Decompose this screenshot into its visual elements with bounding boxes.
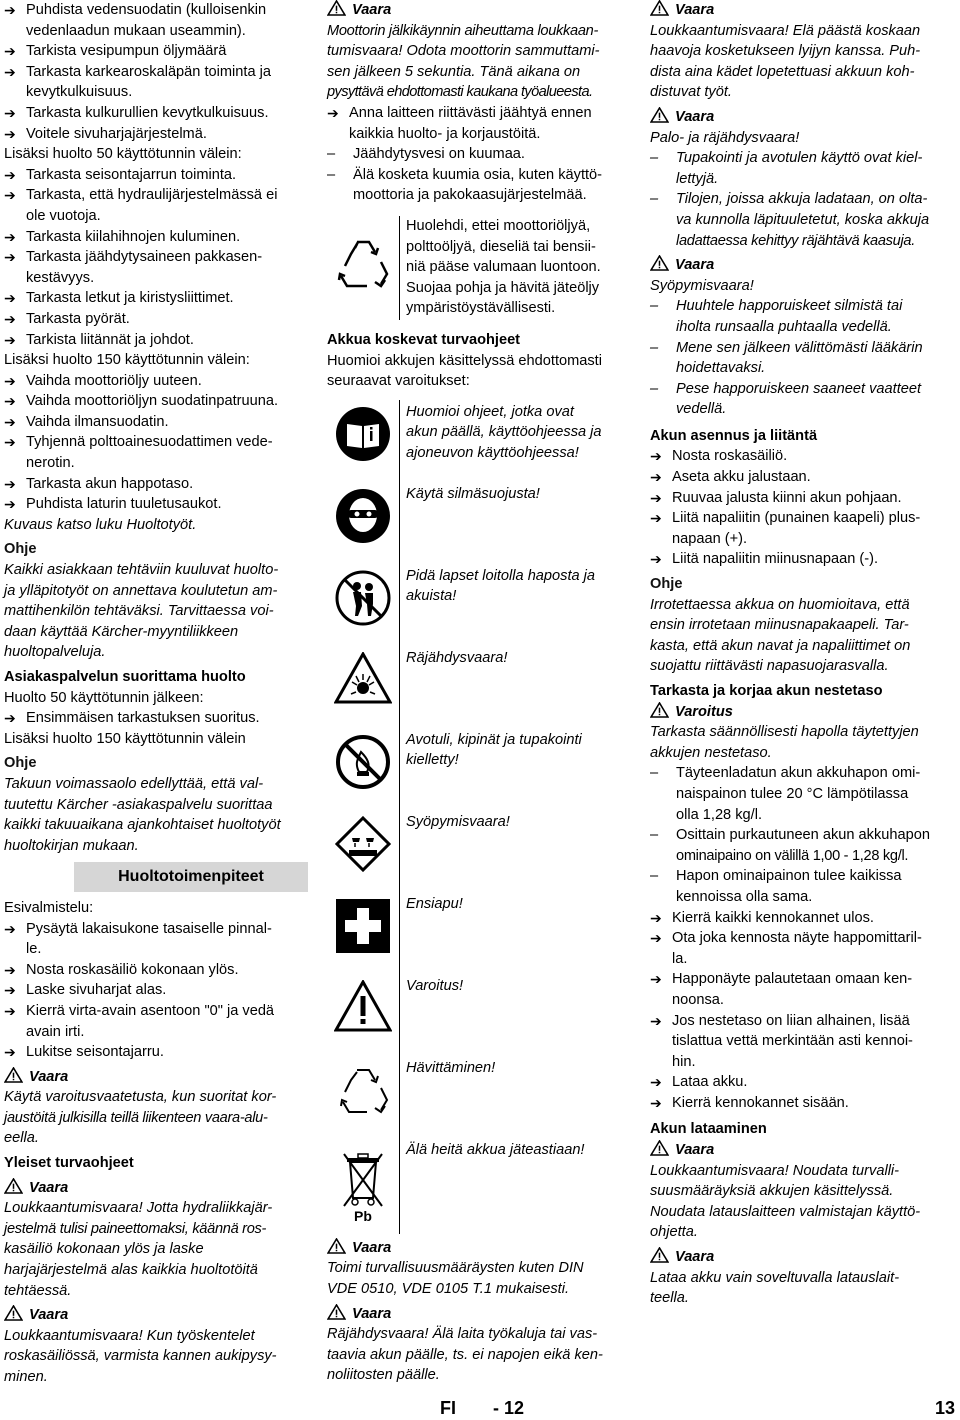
list-item: – Tupakointi ja avotulen käyttö ovat kiel- lettyjä. bbox=[650, 148, 956, 189]
warning-text: Loukkaantumisvaara! Noudata turvalli- suusmääräyksiä akkujen käsittelyssä. Noudata latauslaitteen valmistajan käyttö- ohjetta. bbox=[650, 1162, 921, 1241]
list-item: ➔ Tyhjennä polttoainesuodattimen vede- nerotin. bbox=[4, 432, 308, 473]
warning-triangle-icon bbox=[650, 702, 669, 718]
list-item: ➔ Tarkasta akun happotaso. bbox=[4, 474, 308, 495]
recycling-icon bbox=[335, 1062, 391, 1118]
warning-triangle-icon bbox=[327, 1238, 346, 1254]
warning-triangle-icon bbox=[650, 255, 669, 271]
warning-heading: Vaara bbox=[4, 1178, 308, 1199]
subheading-150h: Lisäksi huolto 150 käyttötunnin välein: bbox=[4, 352, 250, 369]
page-number-right: 13 bbox=[935, 1398, 956, 1418]
lead-symbol-label: Pb bbox=[354, 1207, 372, 1224]
list-item: ➔ Tarkasta letkut ja kiristysliittimet. bbox=[4, 288, 308, 309]
note-heading: Ohje bbox=[4, 755, 37, 772]
read-manual-icon bbox=[335, 406, 391, 462]
warning-text: Palo- ja räjähdysvaara! bbox=[650, 129, 800, 146]
eye-protection-icon bbox=[335, 488, 391, 544]
note-text: Irrotettaessa akkua on huomioitava, että ensin irrotetaan miinusnapakaapeli. Tar- kasta, että akun navat ja napaliittimet on suojattu riittävästi napasuojarasvalla. bbox=[650, 596, 911, 675]
corrosive-icon bbox=[335, 816, 391, 872]
warning-heading: Vaara bbox=[327, 1238, 627, 1259]
crossed-bin-icon bbox=[338, 1150, 388, 1208]
warning-heading: Vaara bbox=[327, 0, 627, 21]
language-code: FI bbox=[440, 1398, 456, 1418]
paragraph: Huolto 50 käyttötunnin jälkeen: bbox=[4, 689, 204, 706]
list-item: – Huuhtele happoruiskeet silmistä tai iholta runsaalla puhtaalla vedellä. bbox=[650, 296, 956, 337]
keep-children-away-icon bbox=[335, 570, 391, 626]
paragraph: Lisäksi huolto 150 käyttötunnin välein bbox=[4, 730, 246, 747]
note-text: Kaikki asiakkaan tehtäviin kuuluvat huolto- ja ylläpitotyöt on annettava koulutetun am- mattihenkilön tehtäväksi. Tarvittaessa voi- daan käyttää Kärcher-myyntiliikkeen huoltopalveluja. bbox=[4, 562, 279, 661]
section-heading: Akun lataaminen bbox=[650, 1121, 767, 1138]
list-item: ➔ Tarkasta seisontajarrun toiminta. bbox=[4, 165, 308, 186]
list-item: ➔ Puhdista vedensuodatin (kulloisenkin vedenlaadun mukaan useammin). bbox=[4, 0, 308, 41]
list-item: ➔ Anna laitteen riittävästi jäähtyä ennen kaikkia huolto- ja korjaustöitä. bbox=[327, 103, 627, 144]
warning-text: Lataa akku vain soveltuvalla latauslait- teella. bbox=[650, 1269, 900, 1307]
list-item: ➔ Pysäytä lakaisukone tasaiselle pinnal- le. bbox=[4, 919, 308, 960]
warning-heading: Vaara bbox=[4, 1305, 308, 1326]
list-item: – Älä kosketa kuumia osia, kuten käyttö- moottoria ja pakokaasujärjestelmää. bbox=[327, 165, 627, 206]
section-heading: Akun asennus ja liitäntä bbox=[650, 427, 818, 444]
list-item: ➔ Tarkista liitännät ja johdot. bbox=[4, 330, 308, 351]
environment-notice: Huolehdi, ettei moottoriöljyä, polttoöljyä, dieseliä tai bensii- niä pääse valumaan luontoon. Suojaa pohja ja hävitä jäteöljy ympäristöystävällisesti. bbox=[327, 216, 627, 320]
list-item: – Hapon ominaipainon tulee kaikissa kennoissa olla sama. bbox=[650, 866, 956, 907]
warning-triangle-icon bbox=[327, 1304, 346, 1320]
list-item: ➔ Lukitse seisontajarru. bbox=[4, 1042, 308, 1063]
section-title-box: Huoltotoimenpiteet bbox=[74, 862, 308, 892]
list-item: ➔ Kierrä kennokannet sisään. bbox=[650, 1093, 956, 1114]
note-heading: Ohje bbox=[4, 541, 37, 558]
list-item: ➔ Tarkasta kulkurullien kevytkulkuisuus. bbox=[4, 103, 308, 124]
symbol-row: Hävittäminen! bbox=[327, 1056, 627, 1138]
symbol-row: Ensiapu! bbox=[327, 892, 627, 974]
warning-text: Räjähdysvaara! Älä laita työkaluja tai vas- taavia akun päälle, ts. ei napojen eikä ken- noliitosten päälle. bbox=[327, 1326, 603, 1384]
symbol-row: Käytä silmäsuojusta! bbox=[327, 482, 627, 564]
list-item: – Mene sen jälkeen välittömästi lääkärin hoidettavaksi. bbox=[650, 338, 956, 379]
caution-heading: Varoitus bbox=[650, 702, 956, 723]
list-item: ➔ Puhdista laturin tuuletusaukot. bbox=[4, 494, 308, 515]
list-item: ➔ Ota joka kennosta näyte happomittaril- la. bbox=[650, 928, 956, 969]
symbol-row: Pb Älä heitä akkua jäteastiaan! bbox=[327, 1138, 627, 1234]
warning-heading: Vaara bbox=[650, 1247, 956, 1268]
symbol-row: Varoitus! bbox=[327, 974, 627, 1056]
note-heading: Ohje bbox=[650, 576, 683, 593]
list-item: ➔ Happonäyte palautetaan omaan ken- noonsa. bbox=[650, 969, 956, 1010]
warning-triangle-icon bbox=[650, 0, 669, 16]
paragraph: Esivalmistelu: bbox=[4, 899, 94, 916]
warning-text: Loukkaantumisvaara! Kun työskentelet roskasäiliössä, varmista kannen aukipysy- minen. bbox=[4, 1327, 277, 1385]
reference-text: Kuvaus katso luku Huoltotyöt. bbox=[4, 516, 197, 533]
warning-heading: Vaara bbox=[650, 0, 956, 21]
section-heading: Yleiset turvaohjeet bbox=[4, 1155, 134, 1172]
list-item: – Pese happoruiskeen saaneet vaatteet vedellä. bbox=[650, 379, 956, 420]
list-item: ➔ Tarkasta karkearoskaläpän toiminta ja kevytkulkuisuus. bbox=[4, 62, 308, 103]
list-item: ➔ Liitä napaliitin miinusnapaan (-). bbox=[650, 549, 956, 570]
list-item: ➔ Kierrä kaikki kennokannet ulos. bbox=[650, 908, 956, 929]
warning-heading: Vaara bbox=[327, 1304, 627, 1325]
list-item: ➔ Nosta roskasäiliö kokonaan ylös. bbox=[4, 960, 308, 981]
warning-text: Loukkaantumisvaara! Jotta hydraliikkajär- jestelmä tulisi paineettomaksi, käännä ros- kasäiliö kokonaan ylös ja laske harjajärjestelmä alas kaikkia huoltotöitä tehtäessä. bbox=[4, 1200, 273, 1299]
section-heading: Tarkasta ja korjaa akun nestetaso bbox=[650, 683, 883, 699]
first-aid-icon bbox=[335, 898, 391, 954]
list-item: – Osittain purkautuneen akun akkuhapon ominaipaino on välillä 1,00 - 1,28 kg/l. bbox=[650, 825, 956, 866]
warning-triangle-icon bbox=[4, 1067, 23, 1083]
symbol-row: Avotuli, kipinät ja tupakointi kielletty! bbox=[327, 728, 627, 810]
page-number-left: - 12 bbox=[493, 1398, 525, 1418]
list-item: ➔ Vaihda ilmansuodatin. bbox=[4, 412, 308, 433]
list-item: ➔ Vaihda moottoriöljy uuteen. bbox=[4, 371, 308, 392]
list-item: ➔ Laske sivuharjat alas. bbox=[4, 980, 308, 1001]
column-middle bbox=[327, 0, 627, 1386]
list-item: ➔ Tarkasta kiilahihnojen kuluminen. bbox=[4, 227, 308, 248]
list-item: ➔ Liitä napaliitin (punainen kaapeli) plus- napaan (+). bbox=[650, 508, 956, 549]
warning-triangle-icon bbox=[650, 1140, 669, 1156]
caution-text: Tarkasta säännöllisesti hapolla täytettyjen akkujen nestetaso. bbox=[650, 724, 919, 761]
list-item: ➔ Lataa akku. bbox=[650, 1072, 956, 1093]
list-item: ➔ Voitele sivuharjajärjestelmä. bbox=[4, 124, 308, 145]
warning-heading: Vaara bbox=[650, 1140, 956, 1161]
list-item: ➔ Aseta akku jalustaan. bbox=[650, 467, 956, 488]
warning-triangle-icon bbox=[334, 980, 392, 1032]
symbol-row: Pidä lapset loitolla haposta ja akuista! bbox=[327, 564, 627, 646]
warning-text: Loukkaantumisvaara! Elä päästä koskaan haavoja kosketukseen lyijyn kanssa. Puh- dista aina kädet lopetettuasi akkuun koh- distuvat työt. bbox=[650, 22, 921, 101]
paragraph: Huomioi akkujen käsittelyssä ehdottomasti bbox=[327, 352, 602, 369]
warning-triangle-icon bbox=[650, 107, 669, 123]
list-item: – Jäähdytysvesi on kuumaa. bbox=[327, 144, 627, 165]
warning-text: Syöpymisvaara! bbox=[650, 277, 754, 294]
warning-heading: Vaara bbox=[4, 1067, 308, 1088]
warning-triangle-icon bbox=[4, 1305, 23, 1321]
list-item: ➔ Ruuvaa jalusta kiinni akun pohjaan. bbox=[650, 488, 956, 509]
warning-text: Moottorin jälkikäynnin aiheuttama loukkaan- tumisvaara! Odota moottorin sammuttami- sen jälkeen 5 sekuntia. Tänä aikana on pysyttävä ehdottomasti kaukana työalueesta. bbox=[327, 22, 600, 101]
subheading-50h: Lisäksi huolto 50 käyttötunnin välein: bbox=[4, 146, 242, 163]
battery-symbols bbox=[327, 400, 627, 1234]
list-item: ➔ Ensimmäisen tarkastuksen suoritus. bbox=[4, 708, 308, 729]
column-right bbox=[650, 0, 956, 1309]
symbol-row: Räjähdysvaara! bbox=[327, 646, 627, 728]
list-item: – Tilojen, joissa akkuja ladataan, on olta- va kunnolla läpituuletetut, koska akkuja ladattaessa kehittyy räjähtävä kaasuja. bbox=[650, 189, 956, 251]
paragraph: seuraavat varoitukset: bbox=[327, 373, 470, 390]
warning-triangle-icon bbox=[4, 1178, 23, 1194]
recycling-icon bbox=[333, 234, 393, 294]
list-item: – Täyteenladatun akun akkuhapon omi- naispainon tulee 20 °C lämpötilassa olla 1,28 kg/l. bbox=[650, 763, 956, 825]
no-open-flame-icon bbox=[335, 734, 391, 790]
explosion-hazard-icon bbox=[334, 652, 392, 704]
section-heading: Akkua koskevat turvaohjeet bbox=[327, 331, 521, 348]
warning-text: Käytä varoitusvaatetusta, kun suoritat kor- jaustöitä julkisilla teillä liikenteen vaara-alu- eella. bbox=[4, 1089, 277, 1147]
warning-triangle-icon bbox=[327, 0, 346, 16]
warning-heading: Vaara bbox=[650, 255, 956, 276]
note-text: Takuun voimassaolo edellyttää, että val- tuutettu Kärcher -asiakaspalvelu suorittaa kaikki takuuaikana ajankohtaiset huoltotyöt huoltokirjan mukaan. bbox=[4, 775, 281, 854]
list-item: ➔ Nosta roskasäiliö. bbox=[650, 446, 956, 467]
section-heading: Asiakaspalvelun suorittama huolto bbox=[4, 669, 246, 685]
list-item: ➔ Tarkasta, että hydraulijärjestelmässä ei ole vuotoja. bbox=[4, 185, 308, 226]
list-item: ➔ Tarkasta jäähdytysaineen pakkasen- kestävyys. bbox=[4, 247, 308, 288]
warning-heading: Vaara bbox=[650, 107, 956, 128]
list-item: ➔ Jos nestetaso on liian alhainen, lisää tislattua vettä merkintään asti kennoi- hin. bbox=[650, 1011, 956, 1073]
list-item: ➔ Vaihda moottoriöljyn suodatinpatruuna. bbox=[4, 391, 308, 412]
list-item: ➔ Kierrä virta-avain asentoon "0" ja vedä avain irti. bbox=[4, 1001, 308, 1042]
column-left bbox=[4, 0, 308, 1388]
warning-triangle-icon bbox=[650, 1247, 669, 1263]
symbol-row: Syöpymisvaara! bbox=[327, 810, 627, 892]
list-item: ➔ Tarkista vesipumpun öljymäärä bbox=[4, 41, 308, 62]
symbol-row: Huomioi ohjeet, jotka ovat akun päällä, käyttöohjeessa ja ajoneuvon käyttöohjeessa! bbox=[327, 400, 627, 482]
warning-text: Toimi turvallisuusmääräysten kuten DIN VDE 0510, VDE 0105 T.1 mukaisesti. bbox=[327, 1260, 584, 1297]
list-item: ➔ Tarkasta pyörät. bbox=[4, 309, 308, 330]
